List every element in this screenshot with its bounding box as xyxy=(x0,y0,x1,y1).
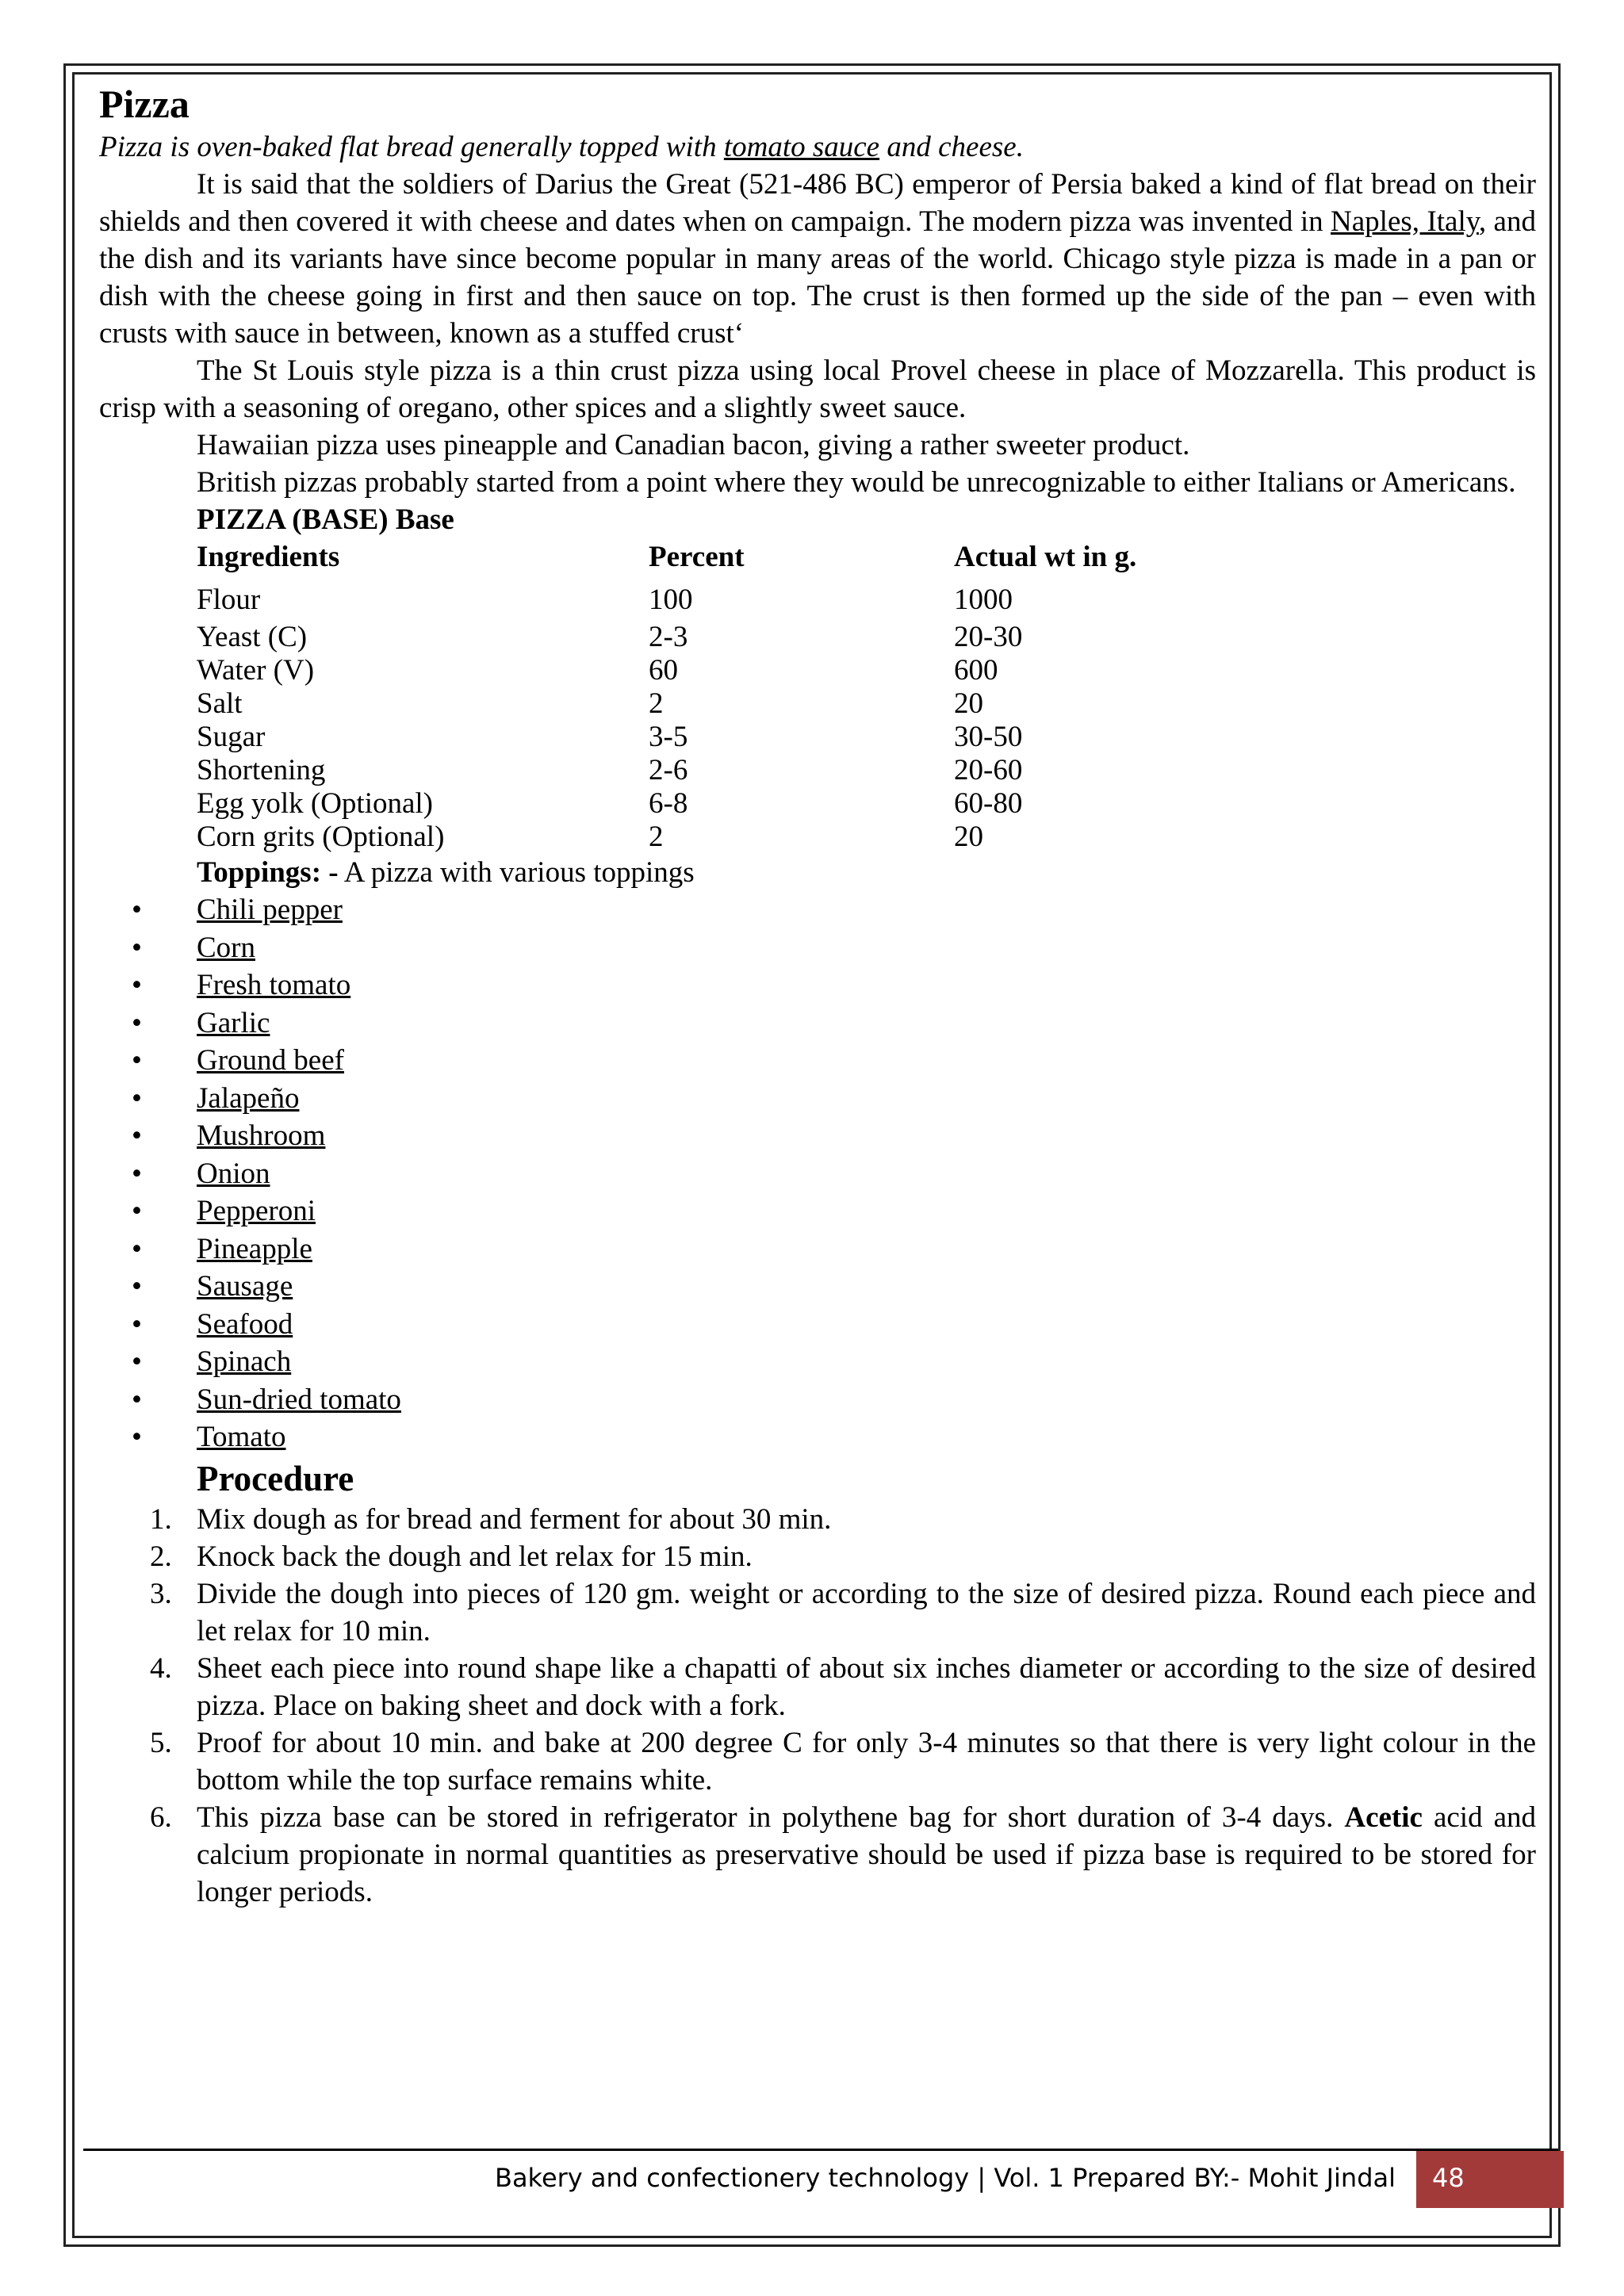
cell-percent: 2-6 xyxy=(649,754,688,786)
cell-percent: 6-8 xyxy=(649,787,688,820)
list-item xyxy=(99,1192,1536,1230)
step-item xyxy=(99,1799,1536,1911)
footer-text: Bakery and confectionery technology | Vol. 1 Prepared BY:- Mohit Jindal xyxy=(494,2163,1396,2193)
cell-ingredient: Flour xyxy=(197,584,261,616)
cell-ingredient: Yeast (C) xyxy=(197,621,308,653)
cell-weight: 1000 xyxy=(954,584,1013,616)
header-actual-wt: Actual wt in g. xyxy=(954,541,1137,573)
cell-ingredient: Sugar xyxy=(197,721,266,753)
topping-link[interactable]: Mushroom xyxy=(197,1119,326,1152)
step-number: 4. xyxy=(150,1651,172,1685)
table-row xyxy=(197,754,1148,787)
cell-ingredient: Shortening xyxy=(197,754,326,786)
toppings-text: A pizza with various toppings xyxy=(338,856,695,889)
cell-percent: 2 xyxy=(649,687,664,720)
step-item xyxy=(99,1538,1536,1575)
step-item xyxy=(99,1650,1536,1724)
page-content xyxy=(99,79,1536,1911)
cell-percent: 2 xyxy=(649,821,664,853)
step-text: Divide the dough into pieces of 120 gm. weight or according to the size of desired pizza. Round each piece and let relax for 10 min. xyxy=(197,1577,1536,1647)
topping-link[interactable]: Chili pepper xyxy=(197,894,343,926)
step-number: 6. xyxy=(150,1800,172,1834)
cell-weight: 20 xyxy=(954,687,983,720)
step6-after: acid and calcium propionate in normal quantities as preservative should be used if pizza base is required to be stored for longer periods. xyxy=(197,1800,1536,1908)
list-item xyxy=(99,1042,1536,1080)
step-number: 3. xyxy=(150,1577,172,1610)
intro-paragraph-1 xyxy=(99,166,1536,352)
step6-bold: Acetic xyxy=(1344,1800,1423,1834)
intro-p1-after: , and the dish and its variants have since become popular in many areas of the world. Chicago style pizza is made in a pan or dish with the cheese going in first and then sauce on top. The crust is then formed up the side of the pan – even with crusts with sauce in between, known as a stuffed crust‘ xyxy=(99,205,1536,350)
topping-link[interactable]: Tomato xyxy=(197,1421,286,1453)
cell-ingredient: Salt xyxy=(197,687,243,720)
tomato-sauce-link[interactable]: tomato sauce xyxy=(723,131,880,163)
page-title: Pizza xyxy=(99,82,190,126)
table-row xyxy=(197,721,1148,754)
list-item xyxy=(99,929,1536,967)
step-text: Sheet each piece into round shape like a chapatti of about six inches diameter or according to the size of desired pizza. Place on baking sheet and dock with a fork. xyxy=(197,1651,1536,1722)
cell-ingredient: Water (V) xyxy=(197,654,315,687)
topping-link[interactable]: Fresh tomato xyxy=(197,969,351,1001)
topping-link[interactable]: Pepperoni xyxy=(197,1195,316,1227)
naples-italy-link[interactable]: Naples, Italy xyxy=(1331,205,1479,238)
list-item xyxy=(99,1230,1536,1269)
recipe-heading: PIZZA (BASE) Base xyxy=(197,503,454,536)
topping-link[interactable]: Onion xyxy=(197,1157,270,1190)
page-number: 48 xyxy=(1432,2163,1465,2193)
cell-weight: 20-30 xyxy=(954,621,1023,653)
cell-weight: 20 xyxy=(954,821,983,853)
procedure-heading: Procedure xyxy=(197,1458,354,1498)
step-item xyxy=(99,1501,1536,1538)
table-row xyxy=(197,581,1148,621)
list-item xyxy=(99,1306,1536,1344)
list-item xyxy=(99,1268,1536,1306)
cell-ingredient: Egg yolk (Optional) xyxy=(197,787,434,820)
cell-percent: 3-5 xyxy=(649,721,688,753)
list-item xyxy=(99,1004,1536,1043)
cell-ingredient: Corn grits (Optional) xyxy=(197,821,445,853)
intro-paragraph-3: Hawaiian pizza uses pineapple and Canadian bacon, giving a rather sweeter product. xyxy=(197,429,1190,461)
footer-divider xyxy=(83,2149,1558,2151)
list-item xyxy=(99,1343,1536,1381)
topping-link[interactable]: Sun-dried tomato xyxy=(197,1383,401,1416)
step-number: 5. xyxy=(150,1726,172,1759)
table-row xyxy=(197,621,1148,654)
step-number: 2. xyxy=(150,1540,172,1573)
step-text: Knock back the dough and let relax for 15 min. xyxy=(197,1540,753,1573)
table-row xyxy=(197,654,1148,687)
header-ingredients: Ingredients xyxy=(197,541,340,573)
cell-percent: 60 xyxy=(649,654,678,687)
step-text: Mix dough as for bread and ferment for about 30 min. xyxy=(197,1502,832,1536)
list-item xyxy=(99,1381,1536,1419)
list-item xyxy=(99,891,1536,929)
intro-paragraph-2: The St Louis style pizza is a thin crust pizza using local Provel cheese in place of Mozzarella. This product is crisp with a seasoning of oregano, other spices and a slightly sweet sauce. xyxy=(99,354,1536,424)
topping-link[interactable]: Seafood xyxy=(197,1307,293,1341)
header-percent: Percent xyxy=(649,541,745,573)
cell-weight: 30-50 xyxy=(954,721,1023,753)
step-item xyxy=(99,1724,1536,1799)
step-text: Proof for about 10 min. and bake at 200 degree C for only 3-4 minutes so that there is very light colour in the bottom while the top surface remains white. xyxy=(197,1726,1536,1797)
cell-weight: 600 xyxy=(954,654,998,687)
step-item xyxy=(99,1575,1536,1650)
table-row xyxy=(197,687,1148,721)
cell-percent: 2-3 xyxy=(649,621,688,653)
topping-link[interactable]: Pineapple xyxy=(197,1232,312,1265)
intro-p1-before: It is said that the soldiers of Darius the Great (521-486 BC) emperor of Persia baked a kind of flat bread on their shields and then covered it with cheese and dates when on campaign. The modern pizza was invented in xyxy=(99,168,1536,238)
toppings-label: Toppings: - xyxy=(197,856,339,889)
recipe-table xyxy=(197,538,1148,854)
subtitle-after: and cheese. xyxy=(879,131,1024,163)
table-row xyxy=(197,787,1148,821)
step-number: 1. xyxy=(150,1502,172,1536)
step6-before: This pizza base can be stored in refrigerator in polythene bag for short duration of 3-4 days. xyxy=(197,1800,1345,1834)
subtitle-before: Pizza is oven-baked flat bread generally topped with xyxy=(99,131,724,163)
toppings-intro xyxy=(197,854,1536,891)
list-item xyxy=(99,1080,1536,1118)
topping-link[interactable]: Jalapeño xyxy=(197,1081,300,1115)
list-item xyxy=(99,966,1536,1004)
intro-paragraph-4: British pizzas probably started from a point where they would be unrecognizable to either Italians or Americans. xyxy=(197,466,1516,499)
topping-link[interactable]: Sausage xyxy=(197,1270,293,1303)
topping-link[interactable]: Ground beef xyxy=(197,1044,344,1077)
cell-percent: 100 xyxy=(649,584,693,616)
cell-weight: 60-80 xyxy=(954,787,1023,820)
subtitle xyxy=(99,128,1536,166)
toppings-list xyxy=(99,891,1536,1456)
procedure-steps xyxy=(99,1501,1536,1911)
list-item xyxy=(99,1117,1536,1155)
table-row xyxy=(197,821,1148,854)
topping-link[interactable]: Spinach xyxy=(197,1345,292,1378)
list-item xyxy=(99,1155,1536,1193)
topping-link[interactable]: Corn xyxy=(197,931,255,964)
topping-link[interactable]: Garlic xyxy=(197,1006,270,1039)
cell-weight: 20-60 xyxy=(954,754,1023,786)
list-item xyxy=(99,1418,1536,1456)
